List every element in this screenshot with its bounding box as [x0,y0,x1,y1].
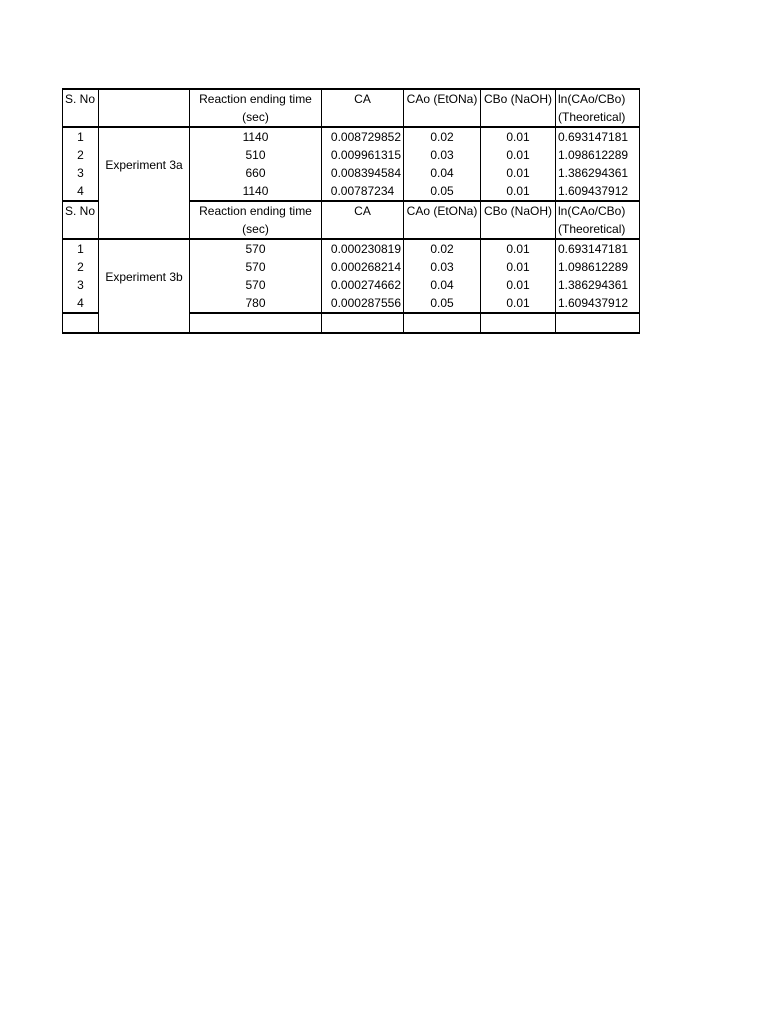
cbo-cell[interactable]: 0.01 [481,164,556,182]
ca-cell[interactable]: 0.008394584 [322,164,404,182]
sno-header-cont[interactable] [63,108,99,127]
ln-cell[interactable]: 0.693147181 [556,127,640,146]
cbo-header-cont[interactable] [481,108,556,127]
cbo-cell[interactable]: 0.01 [481,258,556,276]
empty-cell[interactable] [404,313,481,333]
cbo-cell[interactable]: 0.01 [481,294,556,313]
cao-cell[interactable]: 0.04 [404,276,481,294]
ln-subheader[interactable]: (Theoretical) [556,108,640,127]
cao-header-cont[interactable] [404,108,481,127]
sno-header[interactable]: S. No [63,201,99,220]
cbo-cell[interactable]: 0.01 [481,127,556,146]
time-cell[interactable]: 570 [190,276,322,294]
ca-cell[interactable]: 0.00787234 [322,182,404,201]
cao-cell[interactable]: 0.04 [404,164,481,182]
header-row-continued [63,108,640,127]
ca-header[interactable]: CA [322,89,404,108]
time-cell[interactable]: 510 [190,146,322,164]
header-row [63,89,640,108]
experiment-header[interactable] [99,89,190,108]
ca-cell[interactable]: 0.000230819 [322,239,404,258]
ca-header[interactable]: CA [322,201,404,220]
empty-cell[interactable] [63,313,99,333]
header-row-continued [63,220,640,239]
empty-cell[interactable] [322,313,404,333]
cao-header-cont[interactable] [404,220,481,239]
sno-cell[interactable]: 4 [63,182,99,201]
ln-cell[interactable]: 1.098612289 [556,258,640,276]
empty-cell[interactable] [99,313,190,333]
ca-cell[interactable]: 0.000274662 [322,276,404,294]
cao-cell[interactable]: 0.03 [404,146,481,164]
sno-cell[interactable]: 1 [63,239,99,258]
cbo-header[interactable]: CBo (NaOH) [481,89,556,108]
ca-cell[interactable]: 0.000287556 [322,294,404,313]
cbo-header-cont[interactable] [481,220,556,239]
experiment-header-cont[interactable] [99,108,190,127]
sno-cell[interactable]: 1 [63,127,99,146]
cbo-cell[interactable]: 0.01 [481,182,556,201]
empty-cell[interactable] [556,313,640,333]
sno-cell[interactable]: 4 [63,294,99,313]
time-unit[interactable]: (sec) [190,108,322,127]
empty-cell[interactable] [190,313,322,333]
ln-cell[interactable]: 1.609437912 [556,294,640,313]
cao-cell[interactable]: 0.03 [404,258,481,276]
cao-header[interactable]: CAo (EtONa) [404,89,481,108]
experiment-label[interactable]: Experiment 3b [99,239,190,313]
experiment-label[interactable]: Experiment 3a [99,127,190,201]
header-row [63,201,640,220]
ln-subheader[interactable]: (Theoretical) [556,220,640,239]
ca-cell[interactable]: 0.000268214 [322,258,404,276]
time-header[interactable]: Reaction ending time [190,89,322,108]
sno-header[interactable]: S. No [63,89,99,108]
ln-cell[interactable]: 1.609437912 [556,182,640,201]
time-cell[interactable]: 660 [190,164,322,182]
table-row [63,127,640,146]
ln-cell[interactable]: 1.386294361 [556,276,640,294]
cao-cell[interactable]: 0.05 [404,294,481,313]
time-header[interactable]: Reaction ending time [190,201,322,220]
ca-header-cont[interactable] [322,108,404,127]
spreadsheet [62,88,639,333]
data-table [62,88,640,334]
time-cell[interactable]: 1140 [190,127,322,146]
ca-header-cont[interactable] [322,220,404,239]
ln-header[interactable]: ln(CAo/CBo) [556,89,640,108]
sno-cell[interactable]: 2 [63,146,99,164]
cbo-cell[interactable]: 0.01 [481,239,556,258]
ln-header[interactable]: ln(CAo/CBo) [556,201,640,220]
cao-cell[interactable]: 0.05 [404,182,481,201]
sno-header-cont[interactable] [63,220,99,239]
ln-cell[interactable]: 1.386294361 [556,164,640,182]
ca-cell[interactable]: 0.009961315 [322,146,404,164]
cbo-cell[interactable]: 0.01 [481,146,556,164]
time-cell[interactable]: 780 [190,294,322,313]
time-unit[interactable]: (sec) [190,220,322,239]
cbo-header[interactable]: CBo (NaOH) [481,201,556,220]
sno-cell[interactable]: 3 [63,276,99,294]
ln-cell[interactable]: 0.693147181 [556,239,640,258]
cao-cell[interactable]: 0.02 [404,239,481,258]
cao-cell[interactable]: 0.02 [404,127,481,146]
experiment-header-cont[interactable] [99,220,190,239]
time-cell[interactable]: 570 [190,258,322,276]
empty-row [63,313,640,333]
sno-cell[interactable]: 2 [63,258,99,276]
ln-cell[interactable]: 1.098612289 [556,146,640,164]
cao-header[interactable]: CAo (EtONa) [404,201,481,220]
sno-cell[interactable]: 3 [63,164,99,182]
cbo-cell[interactable]: 0.01 [481,276,556,294]
experiment-header[interactable] [99,201,190,220]
table-row [63,239,640,258]
time-cell[interactable]: 570 [190,239,322,258]
empty-cell[interactable] [481,313,556,333]
time-cell[interactable]: 1140 [190,182,322,201]
ca-cell[interactable]: 0.008729852 [322,127,404,146]
